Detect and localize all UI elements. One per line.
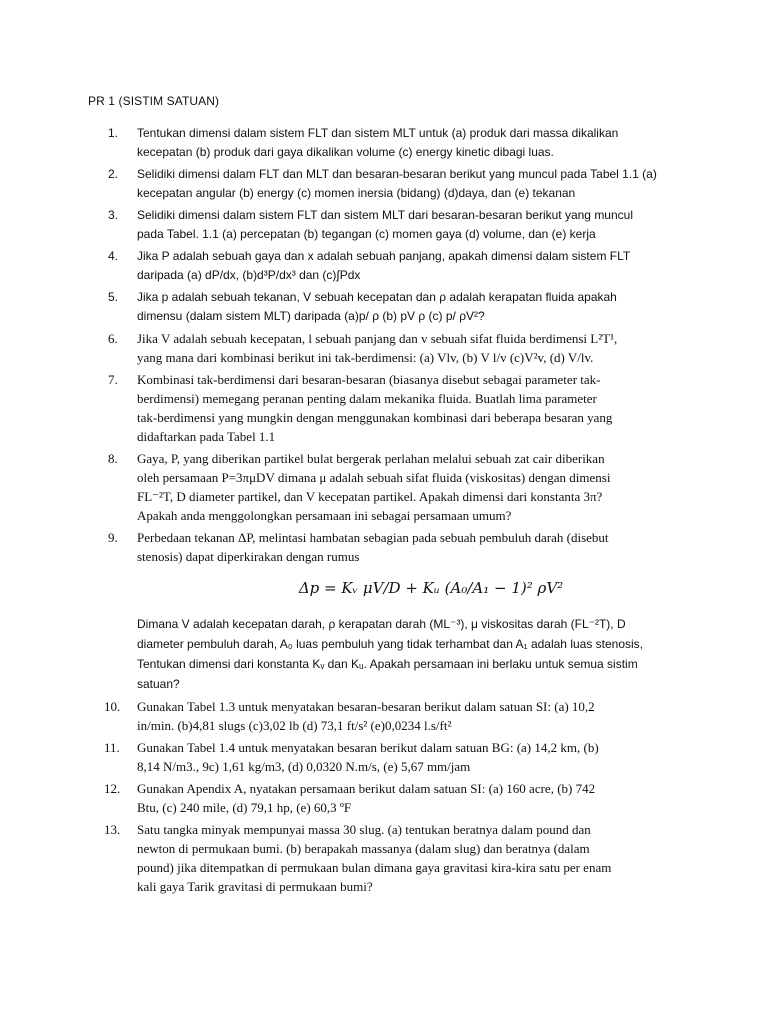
question-text-line: kecepatan angular (b) energy (c) momen inersia (bidang) (d)daya, dan (e) tekanan: [137, 186, 576, 200]
question-text-line: diameter pembuluh darah, A₀ luas pembuluh yang tidak terhambat dan A₁ adalah luas stenosis,: [137, 637, 644, 651]
question-number: 4.: [108, 249, 119, 263]
question-text-line: Jika P adalah sebuah gaya dan x adalah sebuah panjang, apakah dimensi dalam sistem FLT: [137, 249, 631, 263]
question-11: [0, 738, 768, 776]
question-text-line: Satu tangka minyak mempunyai massa 30 slug. (a) tentukan beratnya dalam pound dan: [137, 822, 591, 837]
question-list: [0, 124, 768, 899]
question-text-line: pada Tabel. 1.1 (a) percepatan (b) tegangan (c) momen gaya (d) volume, dan (e) kerja: [137, 227, 596, 241]
question-text-line: Gunakan Apendix A, nyatakan persamaan berikut dalam satuan SI: (a) 160 acre, (b) 742: [137, 781, 596, 796]
question-13: [0, 820, 768, 896]
question-number: 12.: [104, 781, 121, 796]
question-number: 9.: [108, 530, 118, 545]
question-text-line: Selidiki dimensi dalam FLT dan MLT dan besaran-besaran berikut yang muncul pada Tabel 1.1 (a): [137, 167, 657, 181]
question-6: [0, 329, 768, 367]
question-12: [0, 779, 768, 817]
question-9: [0, 528, 768, 694]
question-text-line: berdimensi) memegang peranan penting dalam mekanika fluida. Buatlah lima parameter: [137, 391, 597, 406]
question-text-line: Selidiki dimensi dalam sistem FLT dan sistem MLT dari besaran-besaran berikut yang muncul: [137, 208, 633, 222]
question-text-line: satuan?: [137, 677, 180, 691]
question-text-line: Jika p adalah sebuah tekanan, V sebuah kecepatan dan ρ adalah kerapatan fluida apakah: [137, 290, 617, 304]
question-text-line: kecepatan (b) produk dari gaya dikalikan volume (c) energy kinetic dibagi luas.: [137, 145, 554, 159]
question-text-line: Gunakan Tabel 1.3 untuk menyatakan besaran-besaran berikut dalam satuan SI: (a) 10,2: [137, 699, 595, 714]
question-2: [0, 165, 768, 203]
question-number: 7.: [108, 372, 118, 387]
question-10: [0, 697, 768, 735]
question-1: [0, 124, 768, 162]
question-number: 6.: [108, 331, 118, 346]
question-text-line: Kombinasi tak-berdimensi dari besaran-besaran (biasanya disebut sebagai parameter tak-: [137, 372, 601, 387]
question-number: 13.: [104, 822, 121, 837]
pressure-drop-formula: Δp = Kᵥ μV/D + Kᵤ (A₀/A₁ − 1)² ρV²: [298, 579, 564, 597]
question-4: [0, 247, 768, 285]
question-text-line: Dimana V adalah kecepatan darah, ρ kerapatan darah (ML⁻³), μ viskositas darah (FL⁻²T), D: [137, 617, 626, 631]
question-number: 5.: [108, 290, 119, 304]
question-3: [0, 206, 768, 244]
page-title: PR 1 (SISTIM SATUAN): [88, 94, 220, 108]
question-text-line: kali gaya Tarik gravitasi di permukaan bumi?: [137, 879, 373, 894]
question-5: [0, 288, 768, 326]
question-text-line: Btu, (c) 240 mile, (d) 79,1 hp, (e) 60,3 ºF: [137, 800, 352, 815]
question-text-line: yang mana dari kombinasi berikut ini tak-berdimensi: (a) Vlv, (b) V l/v (c)V²v, (d) V/lv.: [137, 350, 594, 365]
question-text-line: Perbedaan tekanan ΔP, melintasi hambatan sebagian pada sebuah pembuluh darah (disebut: [137, 530, 609, 545]
question-text-line: FL⁻²T, D diameter partikel, dan V kecepatan partikel. Apakah dimensi dari konstanta 3π?: [137, 489, 603, 504]
question-number: 11.: [104, 740, 120, 755]
question-text-line: Gaya, P, yang diberikan partikel bulat bergerak perlahan melalui sebuah zat cair diberikan: [137, 451, 605, 466]
question-7: [0, 370, 768, 446]
question-text-line: stenosis) dapat diperkirakan dengan rumus: [137, 549, 360, 564]
question-number: 1.: [108, 126, 119, 140]
question-text-line: didaftarkan pada Tabel 1.1: [137, 429, 276, 444]
question-text-line: in/min. (b)4,81 slugs (c)3,02 lb (d) 73,1 ft/s² (e)0,0234 l.s/ft²: [137, 718, 452, 733]
question-text-line: newton di permukaan bumi. (b) berapakah massanya (dalam slug) dan beratnya (dalam: [137, 841, 590, 856]
question-number: 10.: [104, 699, 121, 714]
question-text-line: daripada (a) dP/dx, (b)d³P/dx³ dan (c)∫Pdx: [137, 268, 361, 282]
question-text-line: Tentukan dimensi dalam sistem FLT dan sistem MLT untuk (a) produk dari massa dikalikan: [137, 126, 619, 140]
question-text-line: Apakah anda menggolongkan persamaan ini sebagai persamaan umum?: [137, 508, 512, 523]
question-text-line: oleh persamaan P=3πμDV dimana μ adalah sebuah sifat fluida (viskositas) dengan dimensi: [137, 470, 611, 485]
question-8: [0, 449, 768, 525]
question-text-line: 8,14 N/m3., 9c) 1,61 kg/m3, (d) 0,0320 N.m/s, (e) 5,67 mm/jam: [137, 759, 471, 774]
question-text-line: pound) jika ditempatkan di permukaan bulan dimana gaya gravitasi kira-kira satu per enam: [137, 860, 612, 875]
question-number: 8.: [108, 451, 118, 466]
question-text-line: Tentukan dimensi dari konstanta Kᵥ dan Kᵤ. Apakah persamaan ini berlaku untuk semua sistim: [137, 657, 638, 671]
question-text-line: tak-berdimensi yang mungkin dengan menggunakan kombinasi dari beberapa besaran yang: [137, 410, 613, 425]
question-text-line: Jika V adalah sebuah kecepatan, l sebuah panjang dan v sebuah sifat fluida berdimensi L²T¹,: [137, 331, 618, 346]
question-number: 3.: [108, 208, 119, 222]
question-text-line: dimensu (dalam sistem MLT) daripada (a)p/ ρ (b) pV ρ (c) p/ ρV²?: [137, 309, 485, 323]
question-number: 2.: [108, 167, 119, 181]
question-text-line: Gunakan Tabel 1.4 untuk menyatakan besaran berikut dalam satuan BG: (a) 14,2 km, (b): [137, 740, 599, 755]
